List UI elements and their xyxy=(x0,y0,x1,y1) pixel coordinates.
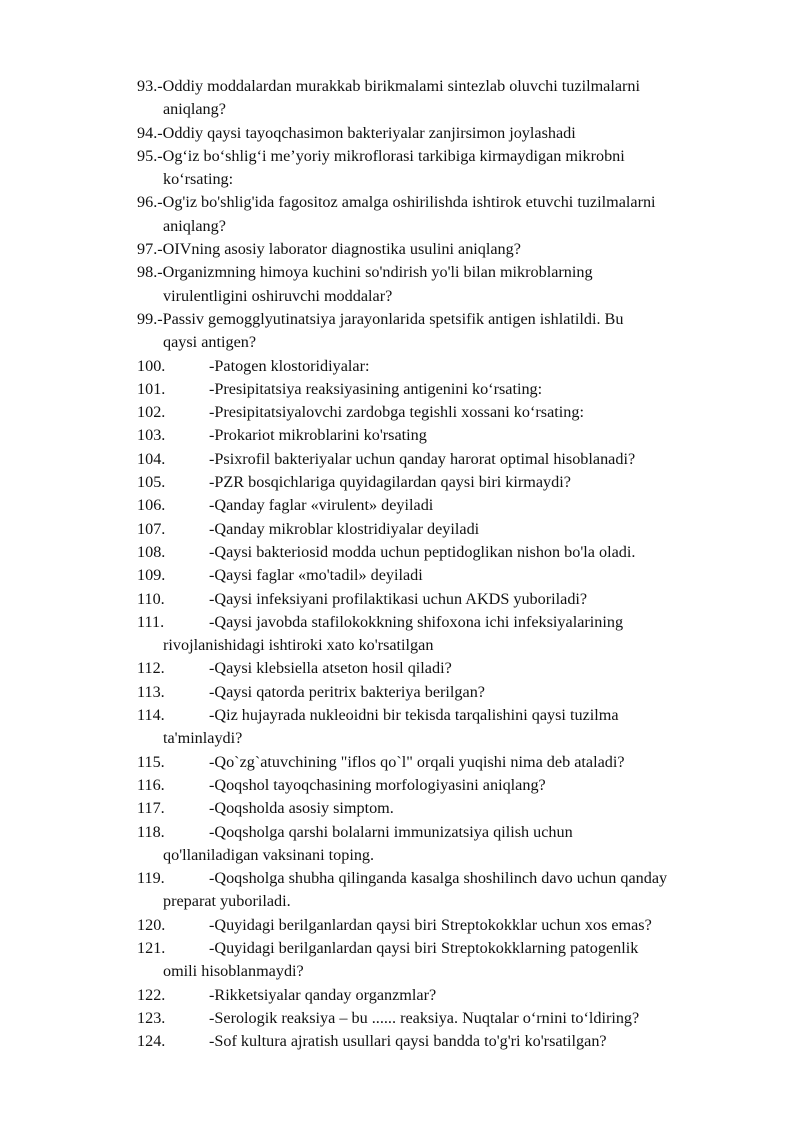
question-item xyxy=(137,494,757,517)
question-text: -Oddiy qaysi tayoqchasimon bakteriyalar zanjirsimon joylashadi xyxy=(157,123,576,142)
question-item xyxy=(137,378,757,401)
question-item xyxy=(137,704,757,751)
question-text-continuation: qaysi antigen? xyxy=(163,333,257,352)
question-item xyxy=(137,424,757,447)
question-text: -Og‘iz bo‘shlig‘i me’yoriy mikroflorasi tarkibiga kirmaydigan mikrobni xyxy=(157,146,625,165)
question-item xyxy=(137,937,757,984)
question-number: 111. xyxy=(137,612,165,631)
question-number: 121. xyxy=(137,938,166,957)
question-number: 114. xyxy=(137,706,165,725)
question-text: -Qoqsholga shubha qilinganda kasalga shoshilinch davo uchun qanday xyxy=(209,869,668,888)
question-number: 95. xyxy=(137,146,158,165)
question-item xyxy=(137,1030,757,1053)
question-text: -Qaysi bakteriosid modda uchun peptidoglikan nishon bo'la oladi. xyxy=(209,542,636,561)
question-text-continuation: omili hisoblanmaydi? xyxy=(163,962,304,981)
question-number: 119. xyxy=(137,869,165,888)
question-number: 97. xyxy=(137,240,158,259)
question-text-continuation: ta'minlaydi? xyxy=(163,729,243,748)
question-text: -Patogen klostoridiyalar: xyxy=(209,356,370,375)
question-number: 93. xyxy=(137,77,158,95)
question-item xyxy=(137,238,757,261)
question-number: 101. xyxy=(137,379,166,398)
question-number: 94. xyxy=(137,123,158,142)
question-number: 112. xyxy=(137,659,165,678)
question-text: -Presipitatsiya reaksiyasining antigenini ko‘rsating: xyxy=(209,379,543,398)
question-text: -OIVning asosiy laborator diagnostika usulini aniqlang? xyxy=(157,240,521,259)
question-text: -Psixrofil bakteriyalar uchun qanday harorat optimal hisoblanadi? xyxy=(209,449,636,468)
question-item xyxy=(137,448,757,471)
question-text: -Qo`zg`atuvchining "iflos qo`l" orqali yuqishi nima deb ataladi? xyxy=(209,752,625,771)
question-item xyxy=(137,191,757,238)
question-text: -Organizmning himoya kuchini so'ndirish yo'li bilan mikroblarning xyxy=(157,263,593,282)
question-text: -Og'iz bo'shlig'ida fagositoz amalga oshirilishda ishtirok etuvchi tuzilmalarni xyxy=(157,193,656,212)
question-number: 99. xyxy=(137,309,158,328)
question-number: 118. xyxy=(137,822,165,841)
question-text: -Qanday mikroblar klostridiyalar deyiladi xyxy=(209,519,480,538)
question-list xyxy=(137,75,757,1053)
question-number: 116. xyxy=(137,775,165,794)
question-text-continuation: virulentligini oshiruvchi moddalar? xyxy=(163,286,393,305)
question-number: 104. xyxy=(137,449,166,468)
question-item xyxy=(137,122,757,145)
question-item xyxy=(137,308,757,355)
question-text: -Qoqsholga qarshi bolalarni immunizatsiya qilish uchun xyxy=(209,822,573,841)
question-number: 120. xyxy=(137,915,166,934)
question-item xyxy=(137,797,757,820)
question-item xyxy=(137,471,757,494)
question-text-continuation: preparat yuboriladi. xyxy=(163,892,291,911)
question-text: -Quyidagi berilganlardan qaysi biri Streptokokklar uchun xos emas? xyxy=(209,915,652,934)
question-number: 102. xyxy=(137,403,166,422)
question-text-continuation: qo'llaniladigan vaksinani toping. xyxy=(163,845,375,864)
question-item xyxy=(137,774,757,797)
question-item xyxy=(137,867,757,914)
question-item xyxy=(137,588,757,611)
question-text-continuation: aniqlang? xyxy=(163,100,226,119)
question-text: -Qaysi qatorda peritrix bakteriya berilgan? xyxy=(209,682,485,701)
question-text: -Prokariot mikroblarini ko'rsating xyxy=(209,426,427,445)
question-number: 123. xyxy=(137,1008,166,1027)
question-item xyxy=(137,681,757,704)
question-text: -Qaysi infeksiyani profilaktikasi uchun AKDS yuboriladi? xyxy=(209,589,588,608)
question-number: 109. xyxy=(137,566,166,585)
question-item xyxy=(137,914,757,937)
question-item xyxy=(137,401,757,424)
question-item xyxy=(137,751,757,774)
question-number: 100. xyxy=(137,356,166,375)
question-item xyxy=(137,821,757,868)
question-number: 106. xyxy=(137,496,166,515)
question-text: -Qaysi faglar «mo'tadil» deyiladi xyxy=(209,566,423,585)
question-text-continuation: aniqlang? xyxy=(163,216,226,235)
question-item xyxy=(137,145,757,192)
question-number: 105. xyxy=(137,473,166,492)
question-number: 117. xyxy=(137,799,165,818)
question-item xyxy=(137,75,757,122)
question-number: 115. xyxy=(137,752,165,771)
question-text: -Qiz hujayrada nukleoidni bir tekisda tarqalishini qaysi tuzilma xyxy=(209,706,619,725)
question-item xyxy=(137,355,757,378)
question-item xyxy=(137,984,757,1007)
question-text: -Passiv gemogglyutinatsiya jarayonlarida spetsifik antigen ishlatildi. Bu xyxy=(157,309,624,328)
question-text: -Qoqshol tayoqchasining morfologiyasini aniqlang? xyxy=(209,775,546,794)
question-number: 113. xyxy=(137,682,165,701)
question-number: 124. xyxy=(137,1032,166,1051)
question-item xyxy=(137,261,757,308)
question-text: -Serologik reaksiya – bu ...... reaksiya. Nuqtalar o‘rnini to‘ldiring? xyxy=(209,1008,640,1027)
question-number: 110. xyxy=(137,589,165,608)
question-number: 96. xyxy=(137,193,158,212)
question-item xyxy=(137,611,757,658)
question-text: -Qoqsholda asosiy simptom. xyxy=(209,799,394,818)
question-number: 108. xyxy=(137,542,166,561)
question-number: 122. xyxy=(137,985,166,1004)
question-item xyxy=(137,564,757,587)
question-item xyxy=(137,541,757,564)
question-text: -Qanday faglar «virulent» deyiladi xyxy=(209,496,434,515)
question-text: -PZR bosqichlariga quyidagilardan qaysi biri kirmaydi? xyxy=(209,473,571,492)
question-text: -Presipitatsiyalovchi zardobga tegishli xossani ko‘rsating: xyxy=(209,403,584,422)
question-text: -Oddiy moddalardan murakkab birikmalami sintezlab oluvchi tuzilmalarni xyxy=(157,77,641,95)
question-text: -Sof kultura ajratish usullari qaysi bandda to'g'ri ko'rsatilgan? xyxy=(209,1032,607,1051)
question-text: -Qaysi klebsiella atseton hosil qiladi? xyxy=(209,659,452,678)
question-text: -Quyidagi berilganlardan qaysi biri Streptokokklarning patogenlik xyxy=(209,938,639,957)
question-text-continuation: ko‘rsating: xyxy=(163,170,234,189)
question-item xyxy=(137,1007,757,1030)
question-number: 98. xyxy=(137,263,158,282)
question-text: -Qaysi javobda stafilokokkning shifoxona ichi infeksiyalarining xyxy=(209,612,624,631)
question-item xyxy=(137,657,757,680)
question-text-continuation: rivojlanishidagi ishtiroki xato ko'rsatilgan xyxy=(163,636,434,655)
question-text: -Rikketsiyalar qanday organzmlar? xyxy=(209,985,437,1004)
question-number: 107. xyxy=(137,519,166,538)
question-item xyxy=(137,518,757,541)
question-number: 103. xyxy=(137,426,166,445)
